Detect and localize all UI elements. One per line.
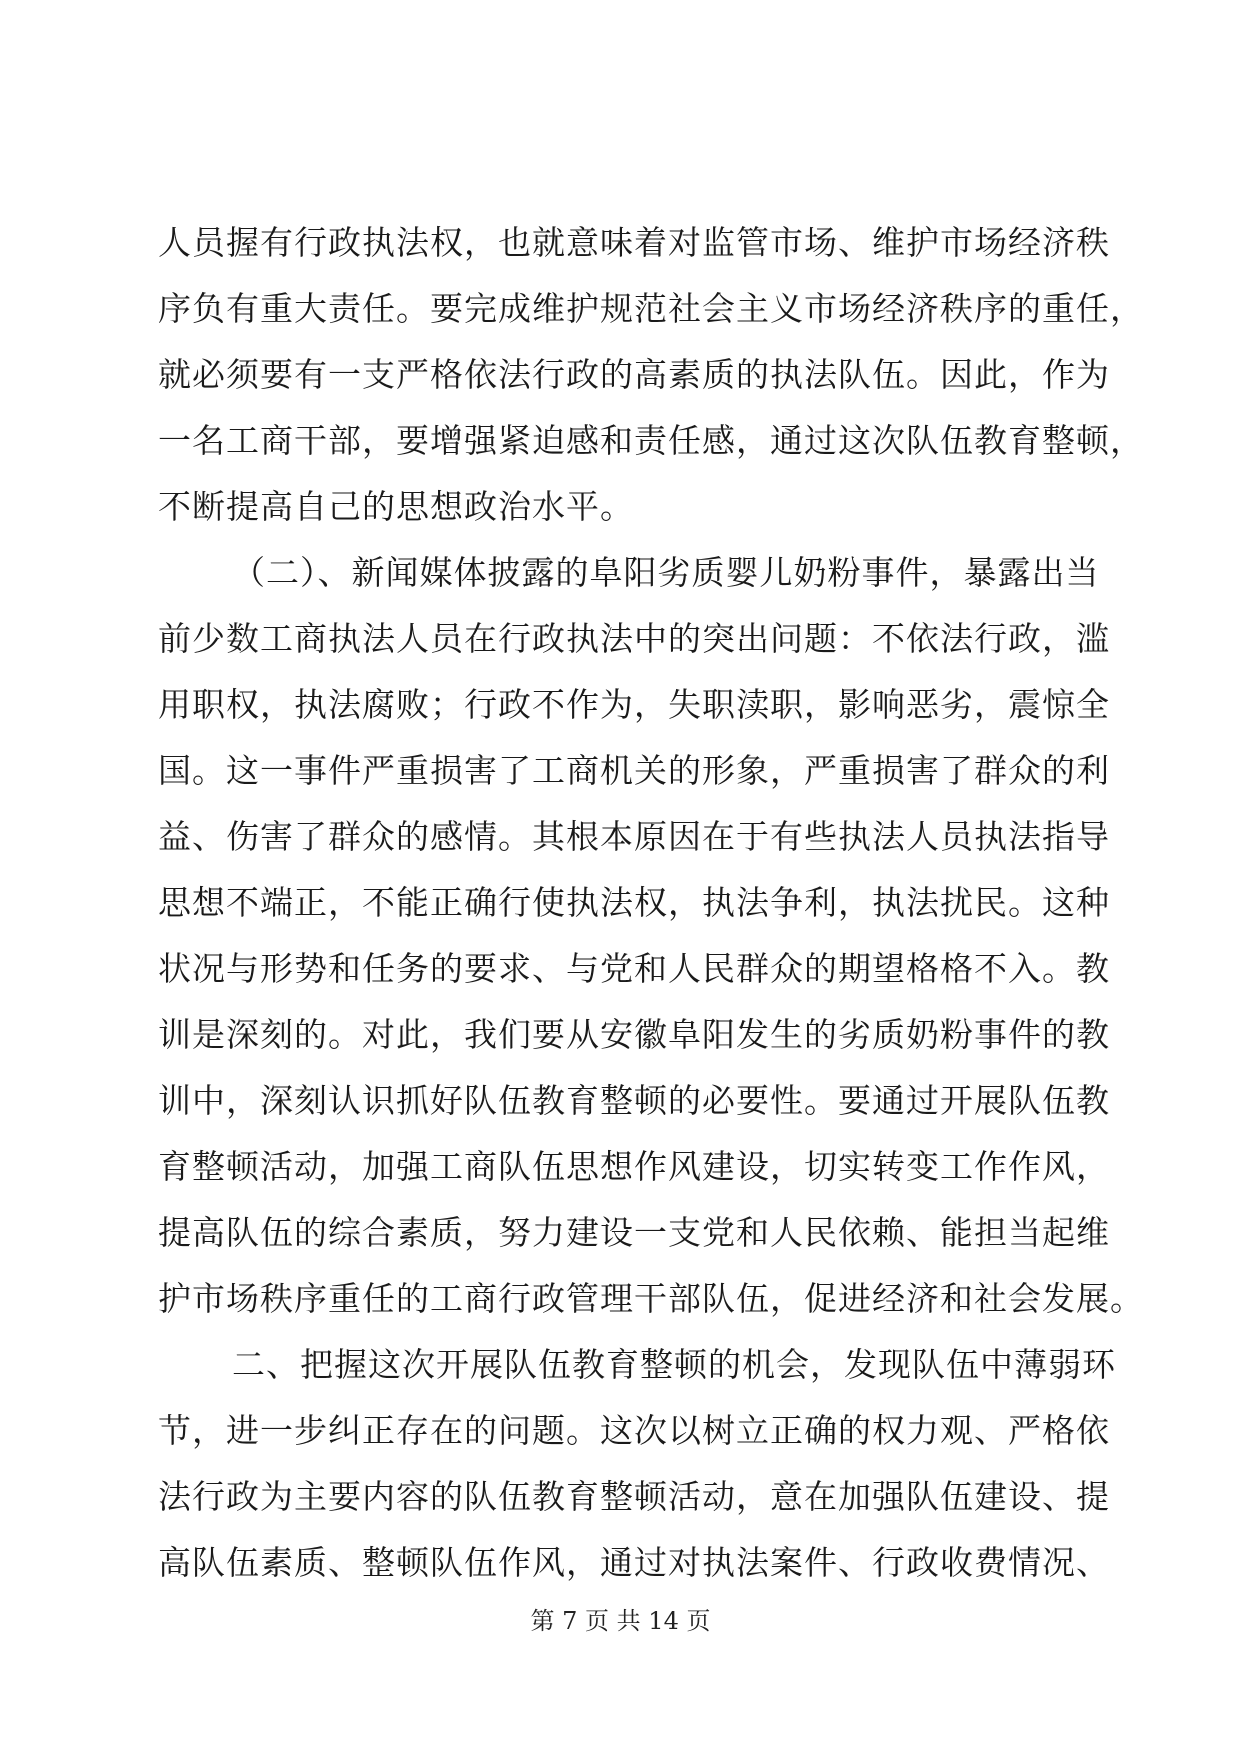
text-line: 提高队伍的综合素质，努力建设一支党和人民依赖、能担当起维	[158, 1213, 1110, 1252]
text-line: 训中，深刻认识抓好队伍教育整顿的必要性。要通过开展队伍教	[158, 1081, 1110, 1120]
text-line: 序负有重大责任。要完成维护规范社会主义市场经济秩序的重任，	[158, 289, 1144, 328]
text-line: 节，进一步纠正存在的问题。这次以树立正确的权力观、严格依	[158, 1411, 1110, 1450]
text-line: 用职权，执法腐败；行政不作为，失职渎职，影响恶劣，震惊全	[158, 685, 1110, 724]
text-line: 思想不端正，不能正确行使执法权，执法争利，执法扰民。这种	[158, 883, 1110, 922]
text-line: 益、伤害了群众的感情。其根本原因在于有些执法人员执法指导	[158, 817, 1110, 856]
text-line: 训是深刻的。对此，我们要从安徽阜阳发生的劣质奶粉事件的教	[158, 1015, 1110, 1054]
text-line: 前少数工商执法人员在行政执法中的突出问题：不依法行政，滥	[158, 619, 1110, 658]
text-line: 人员握有行政执法权，也就意味着对监管市场、维护市场经济秩	[158, 223, 1110, 262]
text-line: 护市场秩序重任的工商行政管理干部队伍，促进经济和社会发展。	[158, 1279, 1144, 1318]
paragraph	[158, 1332, 1116, 1596]
text-line: 状况与形势和任务的要求、与党和人民群众的期望格格不入。教	[158, 949, 1110, 988]
text-line: 不断提高自己的思想政治水平。	[158, 487, 634, 526]
text-line: 法行政为主要内容的队伍教育整顿活动，意在加强队伍建设、提	[158, 1477, 1110, 1516]
page-number-footer: 第 7 页 共 14 页	[530, 1607, 711, 1635]
text-line: 国。这一事件严重损害了工商机关的形象，严重损害了群众的利	[158, 751, 1110, 790]
paragraph	[158, 210, 1144, 540]
text-line: 高队伍素质、整顿队伍作风，通过对执法案件、行政收费情况、	[158, 1543, 1110, 1582]
text-line: 就必须要有一支严格依法行政的高素质的执法队伍。因此，作为	[158, 355, 1110, 394]
text-line: 育整顿活动，加强工商队伍思想作风建设，切实转变工作作风，	[158, 1147, 1110, 1186]
text-line: 一名工商干部，要增强紧迫感和责任感，通过这次队伍教育整顿，	[158, 421, 1144, 460]
text-line: （二）、新闻媒体披露的阜阳劣质婴儿奶粉事件，暴露出当	[232, 553, 1100, 592]
document-body	[158, 210, 1144, 1596]
text-line: 二、把握这次开展队伍教育整顿的机会，发现队伍中薄弱环	[232, 1345, 1116, 1384]
paragraph	[158, 540, 1144, 1332]
